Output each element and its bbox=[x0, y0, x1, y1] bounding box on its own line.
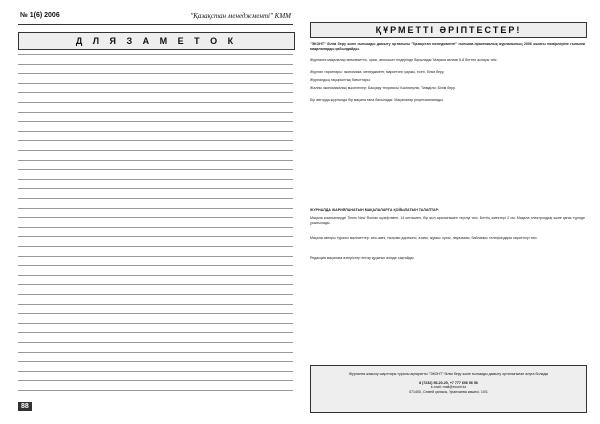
note-line bbox=[18, 284, 293, 285]
note-line bbox=[18, 54, 293, 55]
note-line bbox=[18, 140, 293, 141]
note-line bbox=[18, 179, 293, 180]
left-page-header bbox=[18, 10, 293, 25]
note-line bbox=[18, 121, 293, 122]
note-line bbox=[18, 83, 293, 84]
contact-phones: 8 (7232) 56-20-20, +7 777 606 56 56 bbox=[419, 380, 478, 385]
note-line bbox=[18, 275, 293, 276]
note-line bbox=[18, 150, 293, 151]
left-page bbox=[18, 10, 293, 415]
paragraph-author-info: Мақала авторы туралы мәліметтер: аты-жөні, ғылыми дәрежесі, атағы, жұмыс орны, лауазымы, байланыс телефондары көрсетілуі тиіс. bbox=[310, 236, 538, 240]
page-number: 88 bbox=[18, 402, 32, 411]
note-line bbox=[18, 352, 293, 353]
note-line bbox=[18, 342, 293, 343]
note-line bbox=[18, 313, 293, 314]
contact-subscription: Журналға жазылу шарттары туралы ақпаратты "ЭКОНТ" білім беру және ғылымды дамыту орталығынан алуға болады bbox=[348, 372, 549, 376]
paragraph-formatting: Мақала компьютерде Times New Roman шрифтімен, 14 кегльмен, бір жол аралығымен терілуі тиіс. Беттің жиектері 2 см. Мақала электрондық және қағаз түрінде ұсынылады. bbox=[310, 216, 585, 225]
notes-title: Д Л Я З А М Е Т О К bbox=[18, 32, 295, 50]
note-line bbox=[18, 92, 293, 93]
note-lines bbox=[18, 54, 293, 404]
note-line bbox=[18, 246, 293, 247]
note-line bbox=[18, 64, 293, 65]
note-line bbox=[18, 227, 293, 228]
note-line bbox=[18, 265, 293, 266]
note-line bbox=[18, 217, 293, 218]
note-line bbox=[18, 256, 293, 257]
intro-paragraph: "ЭКОНТ" білім беру және ғылымды дамыту орталығы "Қазақстан менеджменті" ғылыми-практикалық журналының 2006 жылғы нөмірлеріне ғылыми мақалаларды қабылдайды. bbox=[310, 42, 585, 51]
paragraph-editorial-rights: Редакция мақалаға өзгерістер енгізу құқығын өзінде сақтайды. bbox=[310, 256, 415, 260]
issue-number: № 1(6) 2006 bbox=[20, 12, 60, 19]
note-line bbox=[18, 236, 293, 237]
note-line bbox=[18, 380, 293, 381]
note-line bbox=[18, 73, 293, 74]
requirements-heading: ЖУРНАЛДА ЖАРИЯЛАНАТЫН МАҚАЛАЛАРҒА ҚОЙЫЛАТЫН ТАЛАПТАР: bbox=[310, 208, 440, 212]
note-line bbox=[18, 102, 293, 103]
contact-box bbox=[310, 365, 587, 413]
note-line bbox=[18, 323, 293, 324]
note-line bbox=[18, 208, 293, 209]
note-line bbox=[18, 112, 293, 113]
note-line bbox=[18, 332, 293, 333]
right-page-title: ҚҰРМЕТТІ ӘРІПТЕСТЕР! bbox=[310, 22, 587, 38]
paragraph-topics-list: Жалпы экономикалық мәселелер; Басқару теориясы; Кәсіпкерлік; Тиімділік; Білім беру. bbox=[310, 86, 456, 90]
contact-email: e-mail: mail@econt.kz bbox=[430, 385, 467, 390]
journal-name: "Қазақстан менеджменті" КММ bbox=[190, 12, 291, 20]
note-line bbox=[18, 169, 293, 170]
note-line bbox=[18, 160, 293, 161]
paragraph-one-article: Бір авторда журналда бір мақала ғана басылады. Мақалалар рецензияланады. bbox=[310, 98, 444, 102]
note-line bbox=[18, 294, 293, 295]
note-line bbox=[18, 198, 293, 199]
note-line bbox=[18, 188, 293, 189]
note-line bbox=[18, 131, 293, 132]
note-line bbox=[18, 361, 293, 362]
paragraph-fields: Журнал тараптары: экономика, менеджмент, маркетинг, қаржы, есеп, білім беру. bbox=[310, 70, 445, 74]
note-line bbox=[18, 390, 293, 391]
note-line bbox=[18, 304, 293, 305]
right-page bbox=[310, 22, 585, 417]
note-line bbox=[18, 371, 293, 372]
contact-address: 071400, Семей қаласы, Уранхаева көшесі, 10/1 bbox=[409, 389, 488, 394]
paragraph-topics-heading: Журналдың тақырыптық бағыттары: bbox=[310, 78, 371, 82]
paragraph-language: Журналға мақалалар мемлекеттік, орыс, ағылшын тілдерінде басылады. Мақала көлемі 5-8 беттен аспауы тиіс. bbox=[310, 58, 498, 62]
